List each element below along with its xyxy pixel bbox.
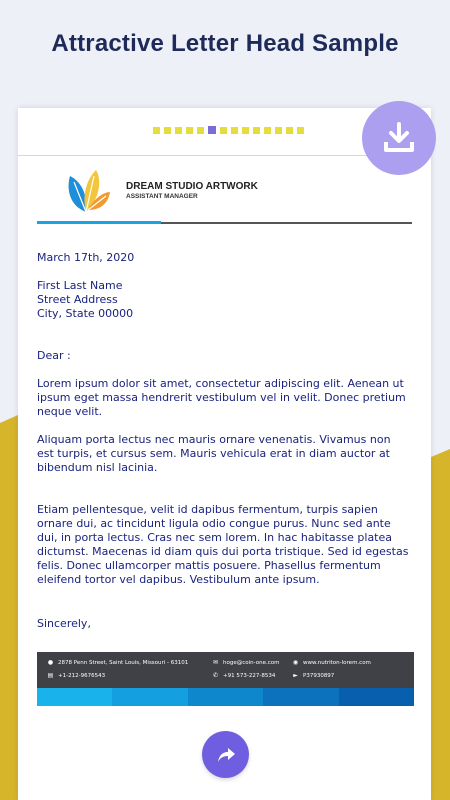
page-dot[interactable] [197,127,204,134]
page-dot[interactable] [175,127,182,134]
download-button[interactable] [362,101,436,175]
header-accent-line [37,221,161,224]
recipient-name: First Last Name [37,279,123,292]
phone-icon: ✆ [212,672,219,679]
page-dot[interactable] [286,127,293,134]
page-dot[interactable] [186,127,193,134]
recipient-city: City, State 00000 [37,307,134,320]
footer-id-text: P37930897 [303,673,335,679]
printer-icon: ▤ [47,672,54,679]
paragraph-2: Aliquam porta lectus nec mauris ornare venenatis. Vivamus non est turpis, et cursus sem. Mauris vehicula erat in diam auctor at bibendum nisl lacinia. [37,433,391,474]
recipient-street: Street Address [37,293,118,306]
footer-stripe-segment [263,688,338,706]
company-name: DREAM STUDIO ARTWORK [126,181,258,192]
closing: Sincerely, [37,617,91,630]
page-dot[interactable] [297,127,304,134]
footer-email-text: hoge@coin-one.com [223,660,280,666]
footer-email [212,660,279,666]
footer-address [47,660,188,666]
page-indicator [153,127,304,135]
share-arrow-icon [216,745,236,765]
page-dot[interactable] [264,127,271,134]
footer-stripe-segment [339,688,414,706]
footer-stripe-segment [37,688,112,706]
footer-stripe-segment [112,688,187,706]
footer-color-stripe [37,688,414,706]
letter-date: March 17th, 2020 [37,251,135,264]
page-dot[interactable] [220,127,227,134]
page-headline: Attractive Letter Head Sample [51,30,399,57]
paragraph-1: Lorem ipsum dolor sit amet, consectetur adipiscing elit. Aenean ut ipsum eget massa hendrerit vestibulum vel in velit. Donec pretium neque velit. [37,377,406,418]
letterhead-footer [37,652,414,688]
page-dot[interactable] [242,127,249,134]
footer-phone [212,673,275,679]
footer-website-text: www.nutriton-lorem.com [303,660,371,666]
salutation: Dear : [37,349,71,362]
paragraph-3: Etiam pellentesque, velit id dapibus fermentum, turpis sapien ornare dui, ac tincidunt ligula odio congue purus. Nunc sed ante dui, in porta lectus. Cras nec sem lorem. In hac habitasse platea dictumst. Maecenas id diam quis dui porta tristique. Sed id egestas felis. Donec ullamcorper mattis posuere. Phasellus fermentum eleifend tortor vel dapibus. Vestibulum ante ipsum. [37,503,409,586]
footer-id [292,673,334,679]
job-title: ASSISTANT MANAGER [126,193,198,200]
footer-address-text: 2878 Penn Street, Saint Louis, Missouri - 63101 [58,660,189,666]
header-rule [161,222,412,224]
page-dot[interactable] [231,127,238,134]
mail-icon: ✉ [212,659,219,666]
share-button[interactable] [202,731,249,778]
globe-icon: ◉ [292,659,299,666]
page-dot[interactable] [153,127,160,134]
footer-stripe-segment [188,688,263,706]
leaf-logo-icon [64,166,112,214]
location-pin-icon: ● [47,659,54,666]
download-icon [381,120,417,156]
page-dot-active[interactable] [208,126,216,134]
page-dot[interactable] [253,127,260,134]
page-dot[interactable] [275,127,282,134]
tag-icon: ► [293,672,298,679]
footer-website [292,660,371,666]
page-dot[interactable] [164,127,171,134]
footer-fax [47,673,105,679]
footer-phone-text: +91 573-227-8534 [223,673,276,679]
letterhead-preview [18,108,431,800]
footer-fax-text: +1-212-9676543 [58,673,106,679]
